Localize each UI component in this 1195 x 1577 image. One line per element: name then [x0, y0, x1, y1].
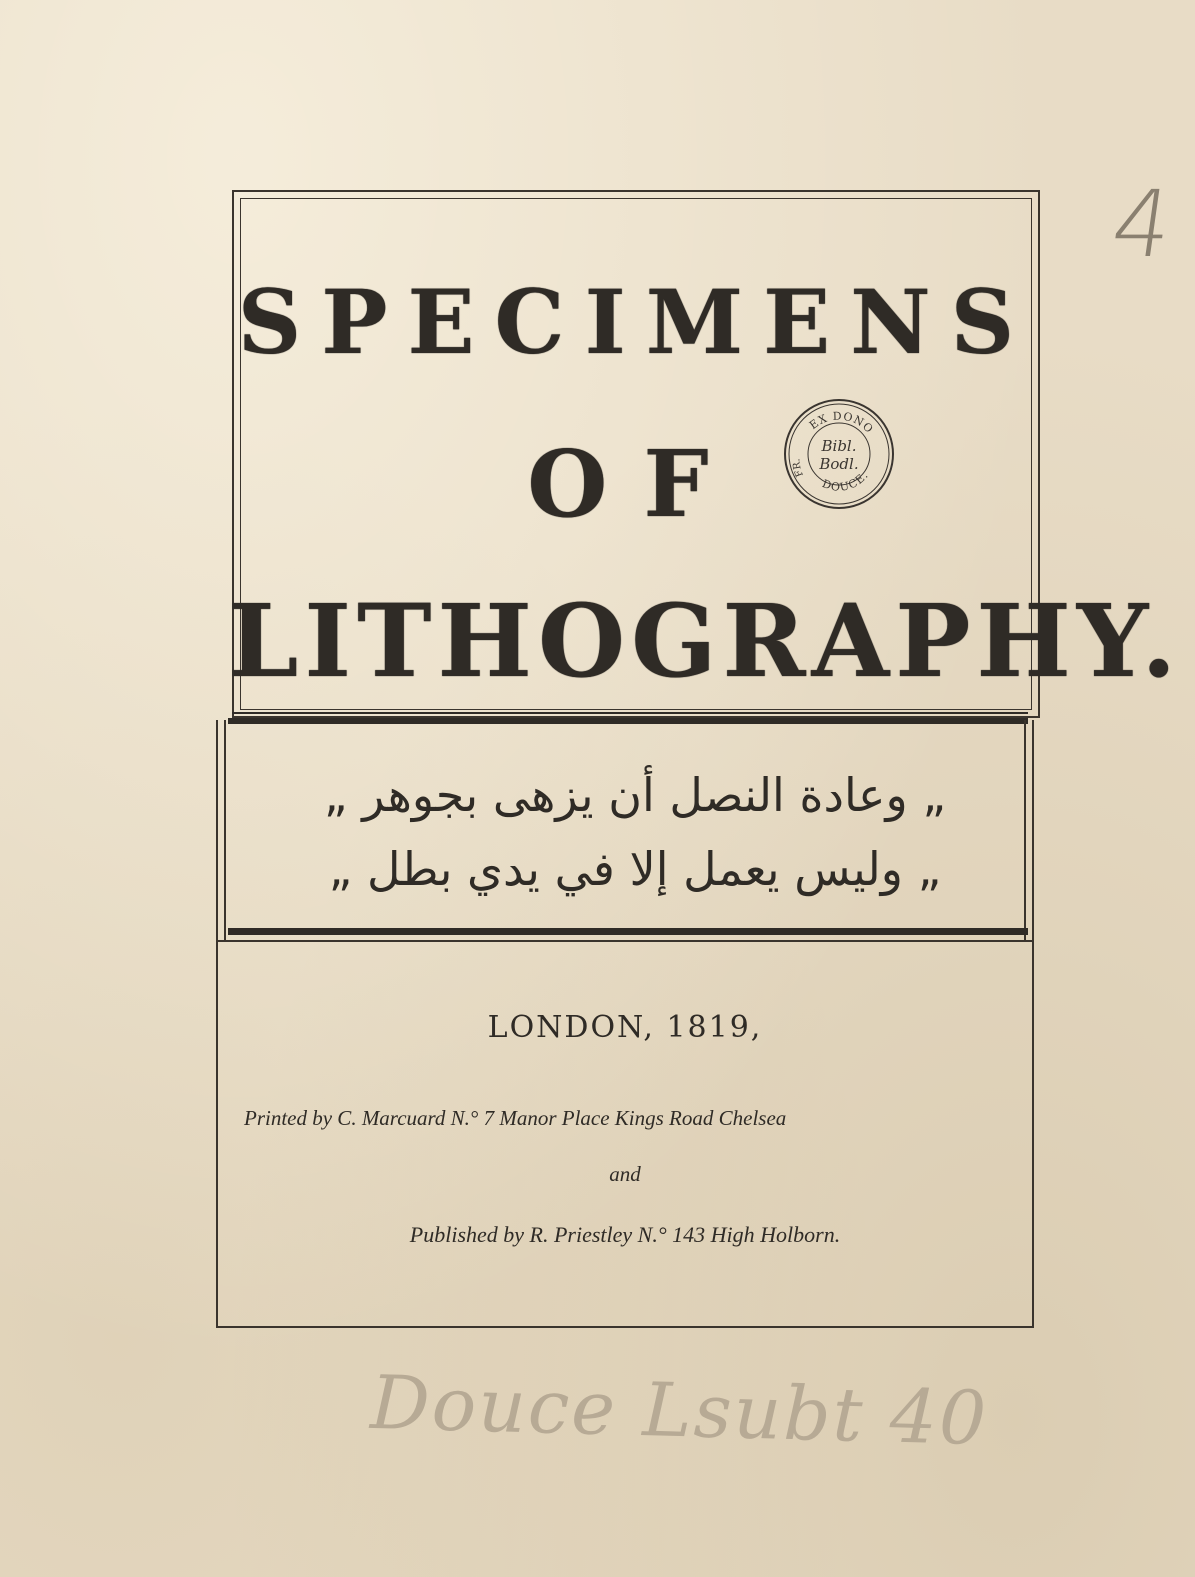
page-number: 4	[1105, 171, 1179, 278]
title-line-lithography: LITHOGRAPHY.	[228, 582, 1183, 700]
title-line-specimens: SPECIMENS	[237, 270, 1035, 374]
arabic-verse-line-2: „ وليس يعمل إلا في يدي بطل „	[328, 842, 942, 896]
frame-mid-left	[224, 720, 226, 940]
rule-upper-thin	[232, 712, 1028, 714]
frame-mid-right	[1024, 720, 1026, 940]
stamp-center-line2: Bodl.	[819, 455, 859, 473]
rule-lower-thick	[228, 928, 1028, 935]
stamp-center-line1: Bibl.	[821, 437, 857, 455]
imprint-frame	[216, 940, 1034, 1328]
library-stamp	[782, 397, 896, 511]
stamp-outer-bottom: DOUCE.	[820, 468, 872, 494]
imprint-published-by: Published by R. Priestley N.° 143 High Holborn.	[409, 1222, 841, 1247]
stamp-outer-top: EX DONO	[807, 409, 877, 437]
rule-upper-thick	[228, 718, 1028, 724]
frame-mid-left-outer	[216, 720, 218, 942]
frame-mid-right-outer	[1032, 720, 1034, 942]
stamp-outer-left: FR.	[791, 458, 806, 479]
imprint-printed-by: Printed by C. Marcuard N.° 7 Manor Place Kings Road Chelsea	[244, 1106, 787, 1130]
handwritten-shelfmark: Douce Lsubt 40	[369, 1359, 990, 1463]
imprint-city-year: LONDON, 1819,	[487, 1010, 763, 1045]
imprint-and: and	[609, 1162, 641, 1186]
arabic-verse-line-1: „ وعادة النصل أن يزهى بجوهر „	[323, 768, 947, 822]
title-line-of: OF	[527, 430, 745, 538]
